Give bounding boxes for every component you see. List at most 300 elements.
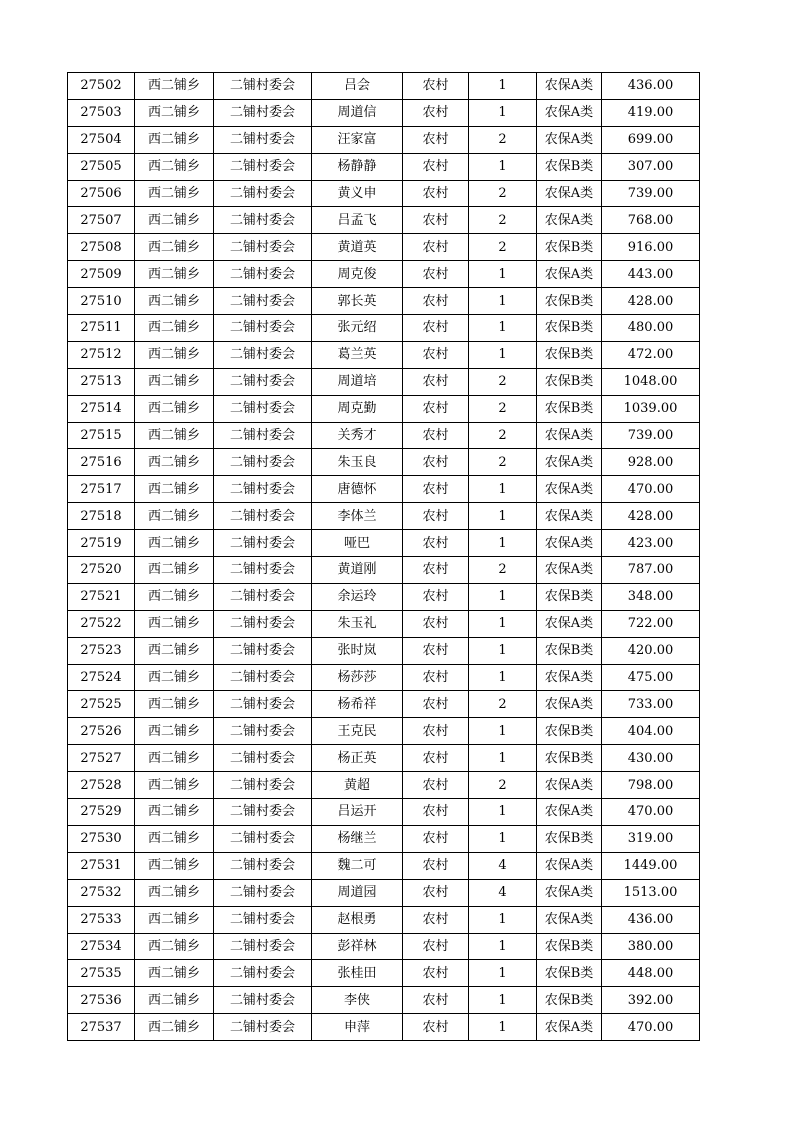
village-committee-cell: 二铺村委会 [214,852,312,879]
table-row [68,610,700,637]
category-cell: 农保A类 [537,180,602,207]
person-name-cell: 申萍 [312,1014,403,1041]
village-committee-cell: 二铺村委会 [214,422,312,449]
record-id-cell: 27512 [68,341,135,368]
category-cell: 农保A类 [537,852,602,879]
area-type-cell: 农村 [403,341,469,368]
table-body [68,73,700,1041]
person-name-cell: 周道信 [312,99,403,126]
person-name-cell: 关秀才 [312,422,403,449]
person-name-cell: 吕会 [312,73,403,100]
township-cell: 西二铺乡 [135,772,214,799]
area-type-cell: 农村 [403,368,469,395]
township-cell: 西二铺乡 [135,987,214,1014]
village-committee-cell: 二铺村委会 [214,180,312,207]
record-id-cell: 27532 [68,879,135,906]
township-cell: 西二铺乡 [135,637,214,664]
record-id-cell: 27517 [68,476,135,503]
table-row [68,772,700,799]
household-count-cell: 1 [469,315,537,342]
area-type-cell: 农村 [403,503,469,530]
household-count-cell: 1 [469,610,537,637]
person-name-cell: 余运玲 [312,583,403,610]
person-name-cell: 汪家富 [312,126,403,153]
area-type-cell: 农村 [403,772,469,799]
area-type-cell: 农村 [403,99,469,126]
category-cell: 农保A类 [537,73,602,100]
village-committee-cell: 二铺村委会 [214,933,312,960]
category-cell: 农保A类 [537,664,602,691]
township-cell: 西二铺乡 [135,73,214,100]
amount-cell: 480.00 [602,315,700,342]
category-cell: 农保A类 [537,557,602,584]
township-cell: 西二铺乡 [135,503,214,530]
amount-cell: 470.00 [602,1014,700,1041]
table-row [68,691,700,718]
person-name-cell: 杨静静 [312,153,403,180]
township-cell: 西二铺乡 [135,718,214,745]
village-committee-cell: 二铺村委会 [214,126,312,153]
record-id-cell: 27520 [68,557,135,584]
area-type-cell: 农村 [403,637,469,664]
person-name-cell: 周克俊 [312,261,403,288]
township-cell: 西二铺乡 [135,745,214,772]
amount-cell: 419.00 [602,99,700,126]
person-name-cell: 杨希祥 [312,691,403,718]
household-count-cell: 1 [469,341,537,368]
area-type-cell: 农村 [403,153,469,180]
village-committee-cell: 二铺村委会 [214,637,312,664]
household-count-cell: 2 [469,180,537,207]
township-cell: 西二铺乡 [135,476,214,503]
category-cell: 农保A类 [537,799,602,826]
person-name-cell: 张时岚 [312,637,403,664]
township-cell: 西二铺乡 [135,126,214,153]
person-name-cell: 王克民 [312,718,403,745]
category-cell: 农保B类 [537,234,602,261]
household-count-cell: 1 [469,1014,537,1041]
village-committee-cell: 二铺村委会 [214,557,312,584]
record-id-cell: 27537 [68,1014,135,1041]
record-id-cell: 27536 [68,987,135,1014]
amount-cell: 428.00 [602,288,700,315]
amount-cell: 1449.00 [602,852,700,879]
household-count-cell: 2 [469,368,537,395]
category-cell: 农保B类 [537,637,602,664]
category-cell: 农保B类 [537,987,602,1014]
record-id-cell: 27527 [68,745,135,772]
township-cell: 西二铺乡 [135,341,214,368]
amount-cell: 404.00 [602,718,700,745]
amount-cell: 348.00 [602,583,700,610]
record-id-cell: 27518 [68,503,135,530]
record-id-cell: 27510 [68,288,135,315]
person-name-cell: 朱玉良 [312,449,403,476]
amount-cell: 739.00 [602,180,700,207]
person-name-cell: 葛兰英 [312,341,403,368]
amount-cell: 319.00 [602,825,700,852]
category-cell: 农保B类 [537,933,602,960]
record-id-cell: 27511 [68,315,135,342]
record-id-cell: 27522 [68,610,135,637]
category-cell: 农保A类 [537,879,602,906]
category-cell: 农保A类 [537,610,602,637]
household-count-cell: 1 [469,153,537,180]
amount-cell: 436.00 [602,73,700,100]
household-count-cell: 2 [469,691,537,718]
household-count-cell: 2 [469,234,537,261]
area-type-cell: 农村 [403,180,469,207]
area-type-cell: 农村 [403,583,469,610]
category-cell: 农保B类 [537,315,602,342]
area-type-cell: 农村 [403,933,469,960]
person-name-cell: 杨继兰 [312,825,403,852]
area-type-cell: 农村 [403,73,469,100]
household-count-cell: 1 [469,637,537,664]
village-committee-cell: 二铺村委会 [214,261,312,288]
amount-cell: 448.00 [602,960,700,987]
amount-cell: 787.00 [602,557,700,584]
table-row [68,207,700,234]
township-cell: 西二铺乡 [135,368,214,395]
village-committee-cell: 二铺村委会 [214,610,312,637]
amount-cell: 1048.00 [602,368,700,395]
table-row [68,153,700,180]
household-count-cell: 1 [469,261,537,288]
category-cell: 农保A类 [537,449,602,476]
area-type-cell: 农村 [403,476,469,503]
record-id-cell: 27524 [68,664,135,691]
record-id-cell: 27534 [68,933,135,960]
household-count-cell: 1 [469,745,537,772]
area-type-cell: 农村 [403,261,469,288]
household-count-cell: 1 [469,288,537,315]
table-row [68,449,700,476]
table-row [68,745,700,772]
table-row [68,503,700,530]
table-row [68,1014,700,1041]
person-name-cell: 张桂田 [312,960,403,987]
area-type-cell: 农村 [403,1014,469,1041]
amount-cell: 1039.00 [602,395,700,422]
person-name-cell: 周道培 [312,368,403,395]
category-cell: 农保A类 [537,422,602,449]
area-type-cell: 农村 [403,691,469,718]
household-count-cell: 2 [469,449,537,476]
table-row [68,476,700,503]
township-cell: 西二铺乡 [135,691,214,718]
township-cell: 西二铺乡 [135,906,214,933]
person-name-cell: 吕运开 [312,799,403,826]
record-id-cell: 27535 [68,960,135,987]
amount-cell: 472.00 [602,341,700,368]
township-cell: 西二铺乡 [135,933,214,960]
village-committee-cell: 二铺村委会 [214,449,312,476]
area-type-cell: 农村 [403,207,469,234]
record-id-cell: 27525 [68,691,135,718]
amount-cell: 1513.00 [602,879,700,906]
table-row [68,879,700,906]
category-cell: 农保A类 [537,1014,602,1041]
record-id-cell: 27514 [68,395,135,422]
table-row [68,637,700,664]
township-cell: 西二铺乡 [135,664,214,691]
person-name-cell: 周克勤 [312,395,403,422]
amount-cell: 739.00 [602,422,700,449]
table-row [68,73,700,100]
table-row [68,825,700,852]
category-cell: 农保A类 [537,906,602,933]
village-committee-cell: 二铺村委会 [214,799,312,826]
area-type-cell: 农村 [403,126,469,153]
amount-cell: 699.00 [602,126,700,153]
township-cell: 西二铺乡 [135,530,214,557]
record-id-cell: 27508 [68,234,135,261]
amount-cell: 768.00 [602,207,700,234]
area-type-cell: 农村 [403,315,469,342]
category-cell: 农保A类 [537,772,602,799]
household-count-cell: 2 [469,395,537,422]
area-type-cell: 农村 [403,987,469,1014]
area-type-cell: 农村 [403,449,469,476]
township-cell: 西二铺乡 [135,180,214,207]
area-type-cell: 农村 [403,395,469,422]
person-name-cell: 周道园 [312,879,403,906]
record-id-cell: 27509 [68,261,135,288]
category-cell: 农保B类 [537,368,602,395]
person-name-cell: 黄超 [312,772,403,799]
table-row [68,395,700,422]
table-row [68,180,700,207]
household-count-cell: 1 [469,933,537,960]
amount-cell: 470.00 [602,476,700,503]
record-id-cell: 27502 [68,73,135,100]
category-cell: 农保A类 [537,99,602,126]
person-name-cell: 黄义申 [312,180,403,207]
village-committee-cell: 二铺村委会 [214,1014,312,1041]
record-id-cell: 27531 [68,852,135,879]
area-type-cell: 农村 [403,852,469,879]
table-row [68,341,700,368]
table-row [68,126,700,153]
table-row [68,933,700,960]
amount-cell: 916.00 [602,234,700,261]
village-committee-cell: 二铺村委会 [214,288,312,315]
table-row [68,799,700,826]
record-id-cell: 27503 [68,99,135,126]
amount-cell: 470.00 [602,799,700,826]
village-committee-cell: 二铺村委会 [214,745,312,772]
record-id-cell: 27529 [68,799,135,826]
category-cell: 农保B类 [537,153,602,180]
table-row [68,557,700,584]
area-type-cell: 农村 [403,879,469,906]
record-id-cell: 27526 [68,718,135,745]
township-cell: 西二铺乡 [135,610,214,637]
category-cell: 农保B类 [537,395,602,422]
person-name-cell: 朱玉礼 [312,610,403,637]
household-count-cell: 1 [469,960,537,987]
village-committee-cell: 二铺村委会 [214,825,312,852]
amount-cell: 380.00 [602,933,700,960]
area-type-cell: 农村 [403,745,469,772]
village-committee-cell: 二铺村委会 [214,207,312,234]
record-id-cell: 27521 [68,583,135,610]
record-id-cell: 27515 [68,422,135,449]
table-row [68,718,700,745]
household-count-cell: 1 [469,73,537,100]
township-cell: 西二铺乡 [135,799,214,826]
table-row [68,315,700,342]
amount-cell: 423.00 [602,530,700,557]
household-count-cell: 1 [469,99,537,126]
area-type-cell: 农村 [403,906,469,933]
village-committee-cell: 二铺村委会 [214,99,312,126]
record-id-cell: 27516 [68,449,135,476]
amount-cell: 428.00 [602,503,700,530]
category-cell: 农保B类 [537,825,602,852]
category-cell: 农保A类 [537,207,602,234]
household-count-cell: 4 [469,852,537,879]
record-id-cell: 27523 [68,637,135,664]
village-committee-cell: 二铺村委会 [214,530,312,557]
area-type-cell: 农村 [403,288,469,315]
category-cell: 农保B类 [537,341,602,368]
person-name-cell: 吕孟飞 [312,207,403,234]
record-id-cell: 27528 [68,772,135,799]
township-cell: 西二铺乡 [135,583,214,610]
village-committee-cell: 二铺村委会 [214,987,312,1014]
person-name-cell: 哑巴 [312,530,403,557]
table-row [68,960,700,987]
category-cell: 农保A类 [537,476,602,503]
table-row [68,583,700,610]
person-name-cell: 彭祥林 [312,933,403,960]
township-cell: 西二铺乡 [135,288,214,315]
household-count-cell: 1 [469,476,537,503]
village-committee-cell: 二铺村委会 [214,906,312,933]
record-id-cell: 27505 [68,153,135,180]
village-committee-cell: 二铺村委会 [214,476,312,503]
village-committee-cell: 二铺村委会 [214,503,312,530]
township-cell: 西二铺乡 [135,99,214,126]
table-row [68,664,700,691]
area-type-cell: 农村 [403,234,469,261]
table-row [68,261,700,288]
household-count-cell: 4 [469,879,537,906]
township-cell: 西二铺乡 [135,395,214,422]
area-type-cell: 农村 [403,610,469,637]
village-committee-cell: 二铺村委会 [214,368,312,395]
table-row [68,288,700,315]
amount-cell: 722.00 [602,610,700,637]
amount-cell: 436.00 [602,906,700,933]
amount-cell: 443.00 [602,261,700,288]
village-committee-cell: 二铺村委会 [214,772,312,799]
table-row [68,852,700,879]
village-committee-cell: 二铺村委会 [214,718,312,745]
amount-cell: 475.00 [602,664,700,691]
record-id-cell: 27519 [68,530,135,557]
household-count-cell: 2 [469,126,537,153]
household-count-cell: 1 [469,530,537,557]
person-name-cell: 郭长英 [312,288,403,315]
area-type-cell: 农村 [403,557,469,584]
amount-cell: 307.00 [602,153,700,180]
township-cell: 西二铺乡 [135,207,214,234]
household-count-cell: 2 [469,772,537,799]
area-type-cell: 农村 [403,530,469,557]
person-name-cell: 黄道英 [312,234,403,261]
area-type-cell: 农村 [403,422,469,449]
category-cell: 农保B类 [537,960,602,987]
person-name-cell: 唐德怀 [312,476,403,503]
category-cell: 农保A类 [537,126,602,153]
township-cell: 西二铺乡 [135,449,214,476]
table-row [68,906,700,933]
category-cell: 农保A类 [537,261,602,288]
household-count-cell: 1 [469,718,537,745]
person-name-cell: 张元绍 [312,315,403,342]
township-cell: 西二铺乡 [135,234,214,261]
area-type-cell: 农村 [403,718,469,745]
township-cell: 西二铺乡 [135,315,214,342]
category-cell: 农保A类 [537,530,602,557]
table-row [68,987,700,1014]
area-type-cell: 农村 [403,664,469,691]
table-row [68,422,700,449]
category-cell: 农保B类 [537,583,602,610]
table-row [68,234,700,261]
household-count-cell: 1 [469,799,537,826]
amount-cell: 430.00 [602,745,700,772]
household-count-cell: 1 [469,503,537,530]
township-cell: 西二铺乡 [135,879,214,906]
record-id-cell: 27506 [68,180,135,207]
area-type-cell: 农村 [403,825,469,852]
household-count-cell: 2 [469,557,537,584]
household-count-cell: 1 [469,664,537,691]
village-committee-cell: 二铺村委会 [214,395,312,422]
person-name-cell: 杨莎莎 [312,664,403,691]
township-cell: 西二铺乡 [135,852,214,879]
person-name-cell: 李侠 [312,987,403,1014]
record-id-cell: 27513 [68,368,135,395]
record-id-cell: 27504 [68,126,135,153]
township-cell: 西二铺乡 [135,557,214,584]
person-name-cell: 赵根勇 [312,906,403,933]
category-cell: 农保A类 [537,691,602,718]
amount-cell: 798.00 [602,772,700,799]
village-committee-cell: 二铺村委会 [214,664,312,691]
category-cell: 农保A类 [537,503,602,530]
village-committee-cell: 二铺村委会 [214,960,312,987]
village-committee-cell: 二铺村委会 [214,879,312,906]
category-cell: 农保B类 [537,288,602,315]
record-id-cell: 27530 [68,825,135,852]
township-cell: 西二铺乡 [135,422,214,449]
person-name-cell: 杨正英 [312,745,403,772]
amount-cell: 420.00 [602,637,700,664]
table-row [68,99,700,126]
township-cell: 西二铺乡 [135,960,214,987]
table-row [68,530,700,557]
table-row [68,368,700,395]
village-committee-cell: 二铺村委会 [214,234,312,261]
household-count-cell: 1 [469,987,537,1014]
category-cell: 农保B类 [537,718,602,745]
person-name-cell: 魏二可 [312,852,403,879]
